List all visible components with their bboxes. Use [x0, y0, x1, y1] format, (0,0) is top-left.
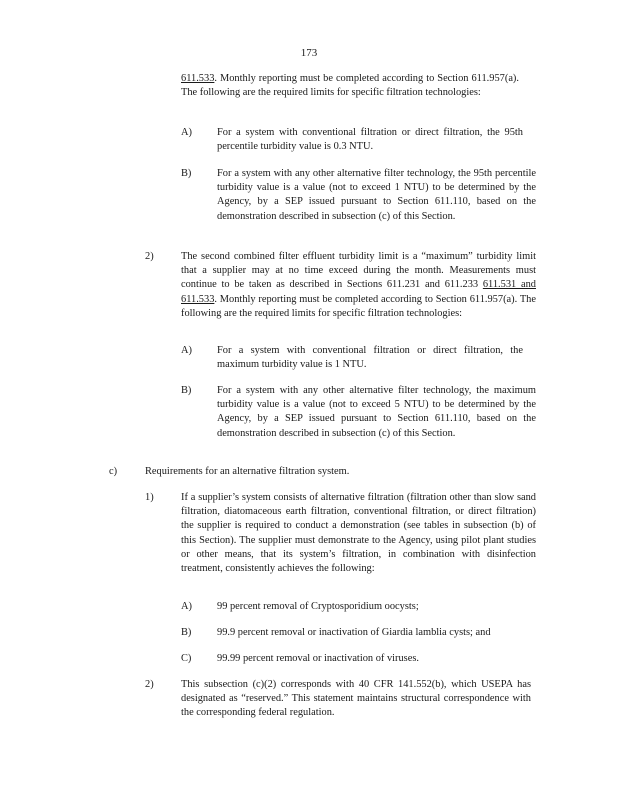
- first-limit-b-label: B): [181, 168, 192, 179]
- section-c-item-2-label: 2): [145, 679, 154, 690]
- item-2-text-1: The second combined filter effluent turbidity limit is a “maximum” turbidity limit that a supplier may at no time exceed during the month. Measurements must continue to be taken as described in Sections 611.231 and 611.233: [181, 251, 536, 291]
- intro-text: . Monthly reporting must be completed according to Section 611.957(a). The following are the required limits for specific filtration technologies:: [181, 73, 519, 99]
- intro-ref: 611.533: [181, 73, 215, 84]
- section-c-item-1-label: 1): [145, 492, 154, 503]
- section-c-item-1-a-label: A): [181, 601, 192, 612]
- section-c-item-1-text: If a supplier’s system consists of alternative filtration (filtration other than slow sand filtration, diatomaceous earth filtration, conventional filtration, or direct filtration) the supplier is required to conduct a demonstration (see tables in subsection (b) of this Section). The supplier must demonstrate to the Agency, using pilot plant studies or other means, that its system’s filtration, in combination with disinfection treatment, consistently achieves the following:: [181, 492, 536, 575]
- item-2-a-label: A): [181, 345, 192, 356]
- first-limit-b-text: For a system with any other alternative filter technology, the 95th percentile turbidity value is a value (not to exceed 1 NTU) to be determined by the Agency, by a SEP issued pursuant to Section 611.110, based on the demonstration described in subsection (c) of this Section.: [217, 168, 536, 222]
- item-2-a: [217, 344, 523, 372]
- section-c-heading: [145, 465, 445, 479]
- section-c-item-2: [181, 678, 531, 721]
- item-2-b-text: For a system with any other alternative filter technology, the maximum turbidity value is a value (not to exceed 5 NTU) to be determined by the Agency, by a SEP issued pursuant to Section 611.110, based on the demonstration described in subsection (c) of this Section.: [217, 385, 536, 439]
- section-c-item-1: [181, 491, 536, 576]
- section-c-label: c): [109, 466, 118, 477]
- section-c-item-1-c-text: 99.99 percent removal or inactivation of viruses.: [217, 653, 419, 664]
- section-c-item-1-b: [217, 626, 536, 640]
- section-c-item-1-c: [217, 652, 536, 666]
- first-limit-a-label: A): [181, 127, 192, 138]
- section-c-item-1-a: [217, 600, 536, 614]
- item-2-label: 2): [145, 251, 154, 262]
- item-2-ref: 611.531 and 611.533: [181, 279, 536, 305]
- first-limit-a: [217, 126, 523, 154]
- item-2-b-label: B): [181, 385, 192, 396]
- page-number: 173: [300, 47, 318, 59]
- item-2-a-text: For a system with conventional filtration or direct filtration, the maximum turbidity value is 1 NTU.: [217, 345, 523, 371]
- section-c-heading-text: Requirements for an alternative filtration system.: [145, 466, 350, 477]
- intro-paragraph: [181, 72, 519, 100]
- section-c-item-1-c-label: C): [181, 653, 192, 664]
- item-2-text-2: . Monthly reporting must be completed according to Section 611.957(a). The following are the required limits for specific filtration technologies:: [181, 293, 536, 319]
- section-c-item-1-b-text: 99.9 percent removal or inactivation of Giardia lamblia cysts; and: [217, 627, 491, 638]
- item-2-paragraph: [181, 250, 536, 321]
- section-c-item-1-b-label: B): [181, 627, 192, 638]
- first-limit-a-text: For a system with conventional filtration or direct filtration, the 95th percentile turbidity value is 0.3 NTU.: [217, 127, 523, 153]
- section-c-item-1-a-text: 99 percent removal of Cryptosporidium oocysts;: [217, 601, 419, 612]
- first-limit-b: [217, 167, 536, 224]
- section-c-item-2-text: This subsection (c)(2) corresponds with 40 CFR 141.552(b), which USEPA has designated as “reserved.” This statement maintains structural correspondence with the corresponding federal regulation.: [181, 679, 531, 719]
- item-2-b: [217, 384, 536, 441]
